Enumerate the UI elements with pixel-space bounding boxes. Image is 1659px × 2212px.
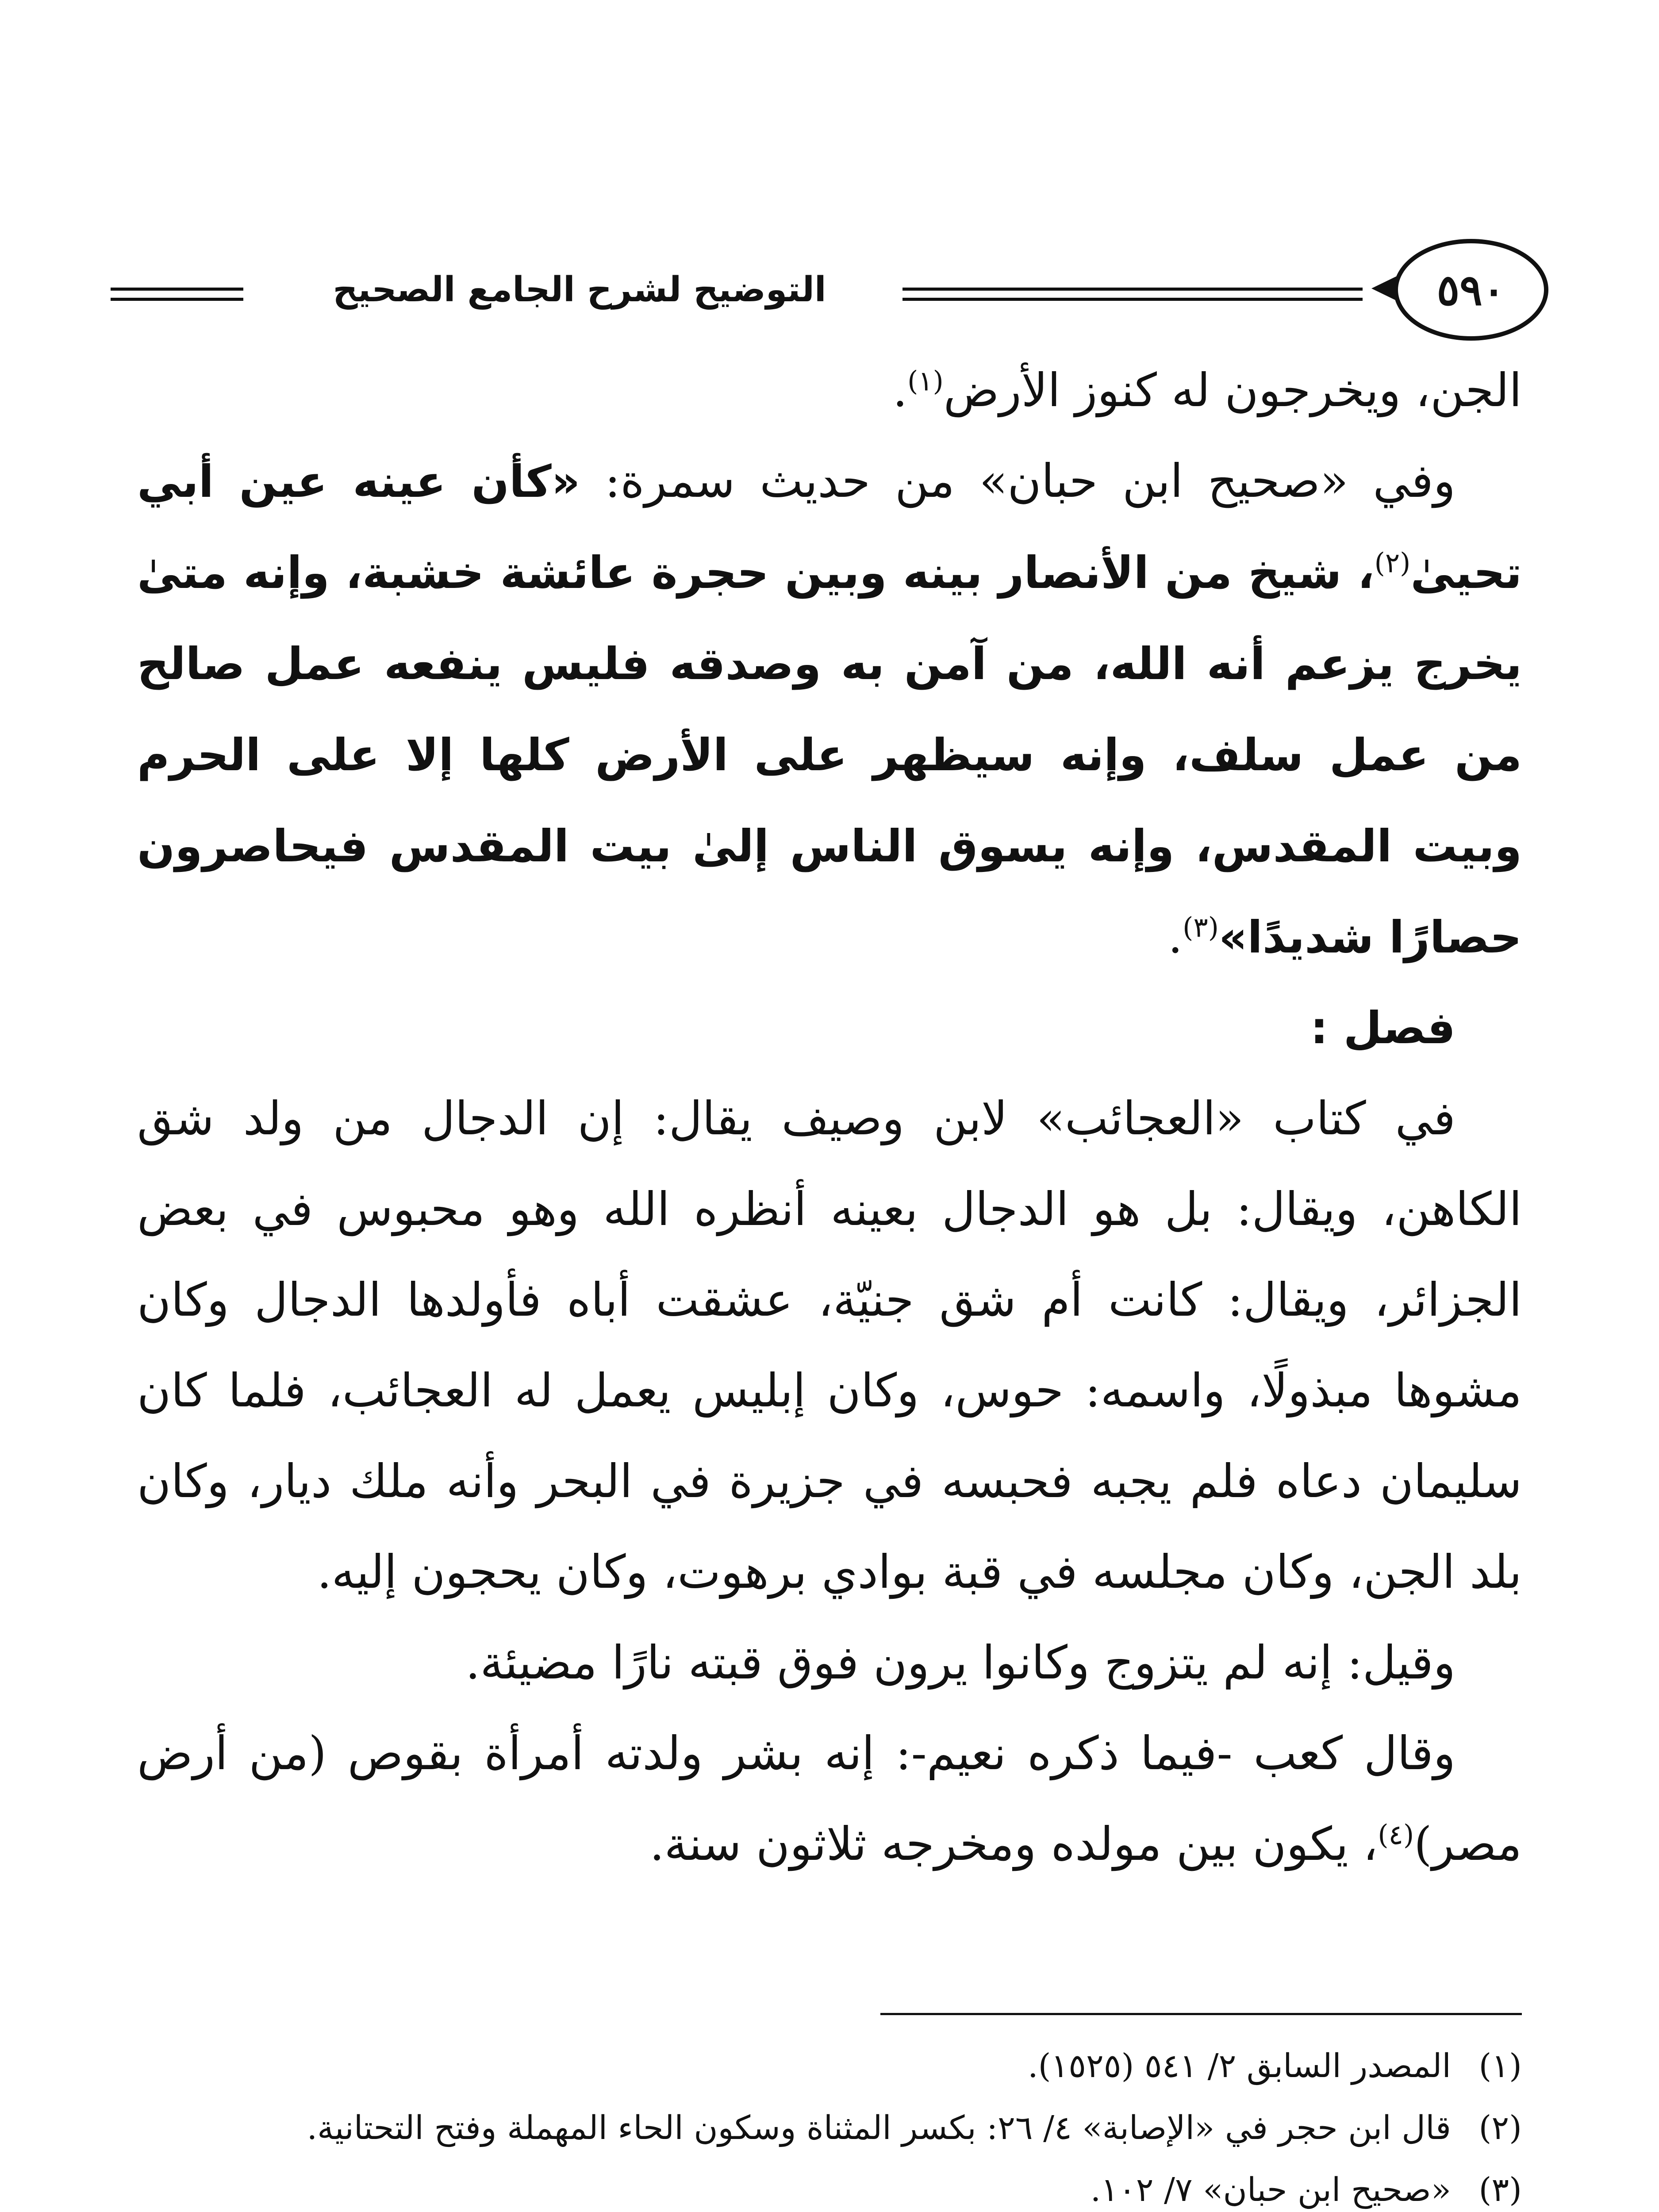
paragraph-5: وقال كعب -فيما ذكره نعيم-: إنه بشر ولدته أمرأة بقوص (من أرض مصر)$^{(٤)}$، يكون بين مولده ومخرجه ثلاثون سنة. xyxy=(137,1726,1522,1871)
paragraph-3: في كتاب «العجائب» لابن وصيف يقال: إن الدجال من ولد شق الكاهن، ويقال: بل هو الدجال بعينه أنظره الله وهو محبوس في بعض الجزائر، ويقال: كانت أم شق جنيّة، عشقت أباه فأولدها الدجال وكان مشوها مبذولًا، واسمه: حوس، وكان إبليس يعمل له العجائب، فلما كان سليمان دعاه فلم يجبه فحبسه في جزيرة في البحر وأنه ملك ديار، وكان بلد الجن، وكان مجلسه في قبة بوادي برهوت، وكان يحجون إليه. xyxy=(137,1091,1522,1599)
footnote-separator xyxy=(880,2013,1522,2015)
running-title: التوضيح لشرح الجامع الصحيح xyxy=(257,270,902,310)
footnote: (١) المصدر السابق ٢/ ٥٤١ (١٥٢٥). xyxy=(1028,2047,1522,2085)
footnotes xyxy=(137,2035,1522,2212)
paragraph-2: وفي «صحيح ابن حبان» من حديث سمرة: «كأن عينه عين أبي تحيىٰ$^{(٢)}$، شيخ من الأنصار بينه وبين حجرة عائشة خشبة، وإنه متىٰ يخرج يزعم أنه الله، من آمن به وصدقه فليس ينفعه عمل صالح من عمل سلف، وإنه سيظهر على الأرض كلها إلا على الحرم وبيت المقدس، وإنه يسوق الناس إلىٰ بيت المقدس فيحاصرون حصارًا شديدًا»$^{(٣)}$. xyxy=(137,454,1522,964)
footnote: (٢) قال ابن حجر في «الإصابة» ٤/ ٢٦: بكسر المثناة وسكون الحاء المهملة وفتح التحتانية. xyxy=(307,2109,1522,2147)
footnote-ref-3[interactable]: (٣) xyxy=(1183,911,1219,944)
header-rule-middle xyxy=(889,288,1363,301)
paragraph-4: وقيل: إنه لم يتزوج وكانوا يرون فوق قبته نارًا مضيئة. xyxy=(465,1636,1455,1690)
footnote-ref-2[interactable]: (٢) xyxy=(1374,546,1411,579)
footnote-ref-1[interactable]: (١) xyxy=(907,365,944,397)
page-header xyxy=(111,221,1548,327)
footnote: (٣) «صحيح ابن حبان» ٧/ ١٠٢. xyxy=(1090,2171,1522,2209)
section-heading: فصل : xyxy=(1310,1002,1455,1054)
page-number: ٥٩٠ xyxy=(1394,239,1548,341)
main-text xyxy=(137,345,1522,1889)
header-rule-left xyxy=(111,288,243,301)
footnote-ref-4[interactable]: (٤) xyxy=(1378,1818,1414,1851)
paragraph-1: الجن، ويخرجون له كنوز الأرض$^{(١)}$. xyxy=(893,363,1522,417)
